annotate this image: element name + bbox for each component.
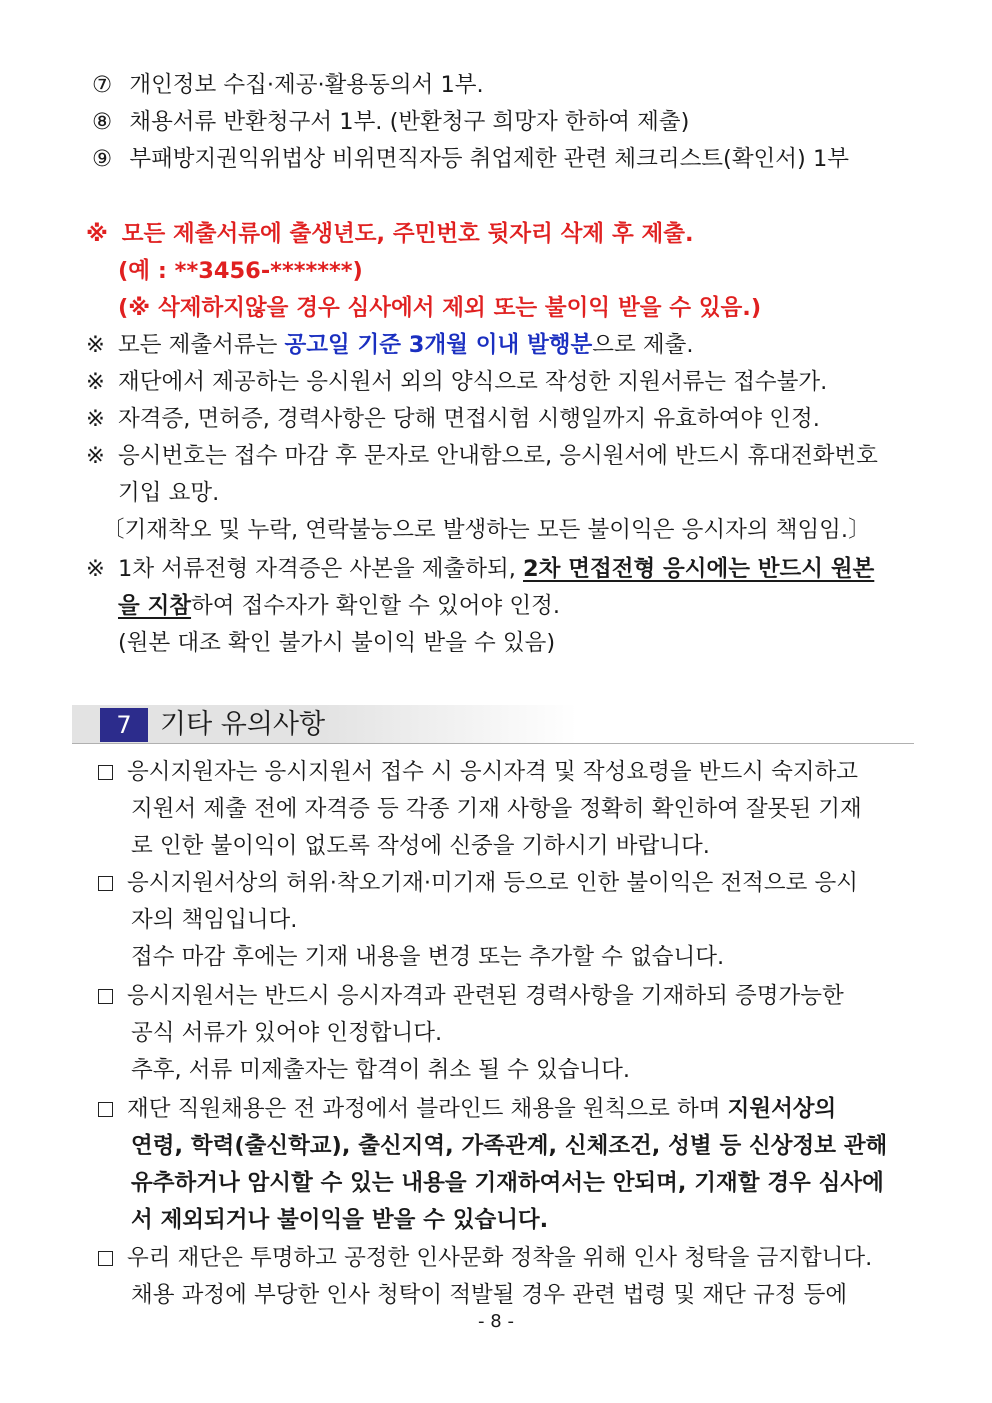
note-1 [86,330,694,360]
bullet-1-cont: 로 인한 불이익이 없도록 작성에 신중을 기하시기 바랍니다. [131,833,710,859]
note-4 [86,441,878,471]
note-5-paren: (원본 대조 확인 불가시 불이익 받을 수 있음) [118,630,556,656]
note-text: 재단에서 제공하는 응시원서 외의 양식으로 작성한 지원서류는 접수불가. [118,369,828,395]
bullet-2 [98,868,858,898]
note-text: 1차 서류전형 자격증은 사본을 제출하되, [118,556,524,582]
list-item-9 [92,144,849,174]
checkbox-square-icon [98,1251,113,1266]
note-emphasis: 을 지참 [118,593,192,619]
note-emphasis: 공고일 기준 3개월 이내 발행분 [284,332,593,358]
note-mark: ※ [86,406,105,432]
bullet-3-cont: 추후, 서류 미제출자는 합격이 취소 될 수 있습니다. [131,1057,631,1083]
note-5 [86,554,874,584]
page-number: - 8 - [478,1311,514,1332]
bullet-4-cont: 연령, 학력(출신학교), 출신지역, 가족관계, 신체조건, 성별 등 신상정보 관해 [131,1133,888,1159]
bullet-1-cont: 지원서 제출 전에 자격증 등 각종 기재 사항을 정확히 확인하여 잘못된 기재 [131,796,862,822]
note-mark: ※ [86,369,105,395]
list-marker: ⑧ [92,109,113,135]
note-red-2: (예 : **3456-*******) [118,258,363,284]
note-emphasis: 2차 면접전형 응시에는 반드시 원본 [523,556,875,582]
note-2 [86,367,827,397]
bullet-5 [98,1243,872,1273]
list-item-7 [92,70,484,100]
note-red-1 [86,219,694,249]
bullet-1 [98,757,858,787]
list-text: 부패방지권익위법상 비위면직자등 취업제한 관련 체크리스트(확인서) 1부 [129,146,850,172]
bullet-text: 응시지원서는 반드시 응시자격과 관련된 경력사항을 기재하되 증명가능한 [127,983,844,1009]
note-mark: ※ [86,221,108,247]
bullet-4-cont: 서 제외되거나 불이익을 받을 수 있습니다. [131,1207,549,1233]
note-text: 모든 제출서류는 [118,332,285,358]
section-title: 기타 유의사항 [160,709,326,740]
bullet-5-cont: 채용 과정에 부당한 인사 청탁이 적발될 경우 관련 법령 및 재단 규정 등에 [131,1282,848,1308]
bullet-emphasis: 지원서상의 [727,1096,837,1122]
note-mark: ※ [86,443,105,469]
bullet-text: 응시지원자는 응시지원서 접수 시 응시자격 및 작성요령을 반드시 숙지하고 [127,759,859,785]
bullet-4 [98,1094,836,1124]
list-marker: ⑦ [92,72,113,98]
bullet-text: 우리 재단은 투명하고 공정한 인사문화 정착을 위해 인사 청탁을 금지합니다. [127,1245,873,1271]
note-text: 응시번호는 접수 마감 후 문자로 안내함으로, 응시원서에 반드시 휴대전화번호 [118,443,878,469]
checkbox-square-icon [98,1102,113,1117]
list-marker: ⑨ [92,146,113,172]
bullet-text: 응시지원서상의 허위·착오기재·미기재 등으로 인한 불이익은 전적으로 응시 [127,870,859,896]
bullet-3-cont: 공식 서류가 있어야 인정합니다. [131,1020,443,1046]
note-mark: ※ [86,556,105,582]
note-text: 하여 접수자가 확인할 수 있어야 인정. [191,593,560,619]
note-mark: ※ [86,332,105,358]
bullet-3 [98,981,844,1011]
note-text: 으로 제출. [592,332,694,358]
checkbox-square-icon [98,989,113,1004]
note-text: 자격증, 면허증, 경력사항은 당해 면접시험 시행일까지 유효하여야 인정. [118,406,820,432]
bullet-2-cont: 자의 책임입니다. [131,907,298,933]
note-red-3: (※ 삭제하지않을 경우 심사에서 제외 또는 불이익 받을 수 있음.) [118,295,762,321]
checkbox-square-icon [98,765,113,780]
section-number: 7 [100,708,148,742]
bullet-text: 재단 직원채용은 전 과정에서 블라인드 채용을 원칙으로 하며 [127,1096,728,1122]
note-4-cont: 기입 요망. [118,480,220,506]
list-text: 채용서류 반환청구서 1부. (반환청구 희망자 한하여 제출) [129,109,690,135]
note-4-bracket: 〔기재착오 및 누락, 연락불능으로 발생하는 모든 불이익은 응시자의 책임임.〕 [102,517,871,543]
bullet-4-cont: 유추하거나 암시할 수 있는 내용을 기재하여서는 안되며, 기재할 경우 심사에 [131,1170,884,1196]
list-item-8 [92,107,689,137]
checkbox-square-icon [98,876,113,891]
bullet-2-cont: 접수 마감 후에는 기재 내용을 변경 또는 추가할 수 없습니다. [131,944,725,970]
list-text: 개인정보 수집·제공·활용동의서 1부. [129,72,484,98]
note-text: 모든 제출서류에 출생년도, 주민번호 뒷자리 삭제 후 제출. [121,221,694,247]
note-3 [86,404,820,434]
note-5-cont [118,591,560,621]
